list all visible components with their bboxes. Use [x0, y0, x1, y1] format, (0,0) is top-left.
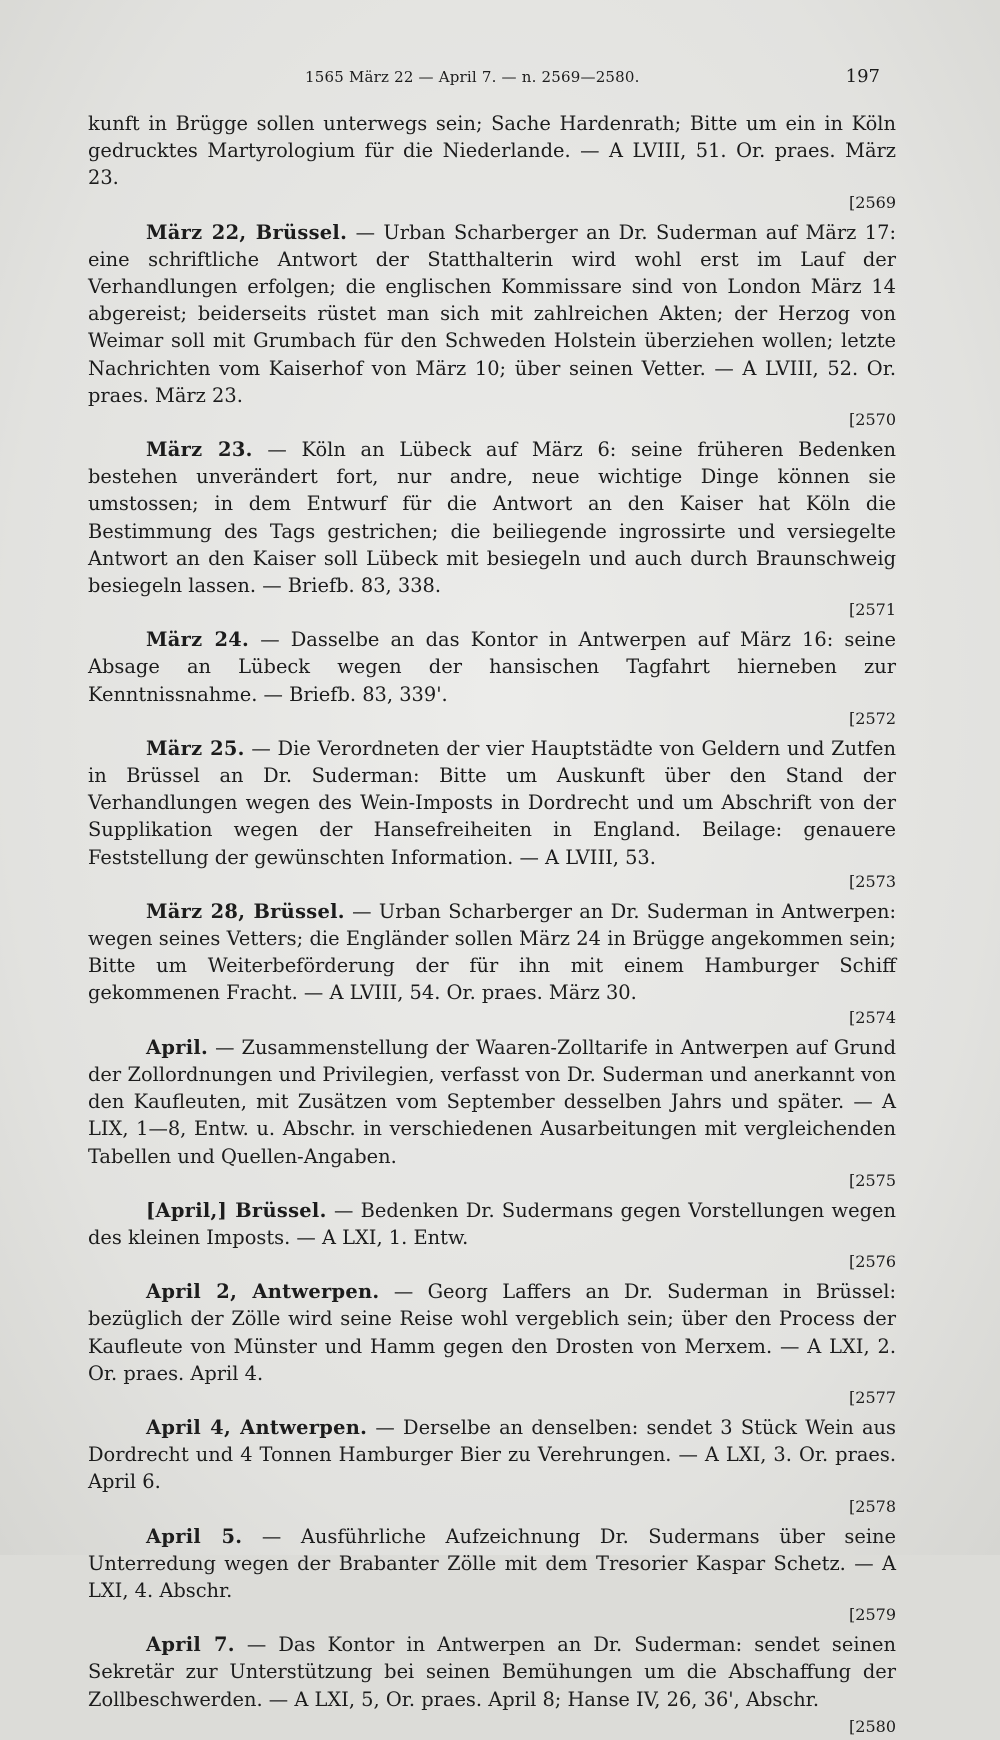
entry-paragraph [88, 436, 896, 599]
entry-number: [2569 [849, 192, 896, 212]
entry-2573 [88, 735, 896, 893]
page-body [88, 110, 896, 1740]
entry-2580 [88, 1631, 896, 1736]
entry-2577 [88, 1278, 896, 1409]
entry-text: — Das Kontor in Antwerpen an Dr. Suderman: sendet seinen Sekretär zur Unterstützung bei seinen Bemühungen um die Abschaffung der Zollbeschwerden. — A LXI, 5, Or. praes. April 8; Hanse IV, 26, 36', Abschr. [88, 1633, 896, 1711]
entry-text: — Georg Laffers an Dr. Suderman in Brüssel: bezüglich der Zölle wird seine Reise wohl vergeblich sein; über den Process der Kaufleute von Münster und Hamm gegen den Drosten von Merxem. — A LXI, 2. Or. praes. April 4. [88, 1280, 896, 1385]
entry-paragraph [88, 219, 896, 409]
entry-2576 [88, 1197, 896, 1273]
entry-paragraph [88, 110, 896, 192]
entry-number: [2577 [849, 1387, 896, 1407]
entry-2572 [88, 626, 896, 730]
entry-text: — Bedenken Dr. Sudermans gegen Vorstellungen wegen des kleinen Imposts. — A LXI, 1. Entw. [88, 1198, 896, 1249]
entry-number: [2575 [849, 1170, 896, 1190]
entry-text: — Die Verordneten der vier Hauptstädte von Geldern und Zutfen in Brüssel an Dr. Suderman: Bitte um Auskunft über den Stand der Verhandlungen wegen des Wein-Imposts in Dordrecht und um Abschrift von der Supplikation wegen der Hansefreiheiten in England. Beilage: genauere Feststellung der gewünschten Information. — A LVIII, 53. [88, 736, 896, 869]
page-number: 197 [845, 66, 880, 87]
entry-text: kunft in Brügge sollen unterwegs sein; Sache Hardenrath; Bitte um ein in Köln gedrucktes Martyrologium für die Niederlande. — A LVIII, 51. Or. praes. März 23. [88, 112, 896, 190]
entry-paragraph [88, 1278, 896, 1387]
entry-date: März 23. [146, 438, 253, 462]
entry-number: [2570 [849, 410, 896, 430]
entry-number: [2580 [849, 1716, 896, 1736]
entry-date: April 2, Antwerpen. [146, 1280, 380, 1304]
entry-paragraph [88, 898, 896, 1007]
page-header [150, 66, 880, 92]
entry-date: April. [146, 1035, 209, 1059]
entry-paragraph [88, 1631, 896, 1736]
entry-number: [2572 [849, 708, 896, 728]
entry-2570 [88, 219, 896, 431]
entry-number: [2579 [849, 1605, 896, 1625]
entry-number: [2574 [849, 1007, 896, 1027]
entry-date: April 4, Antwerpen. [146, 1415, 368, 1439]
entry-date: März 22, Brüssel. [146, 220, 348, 244]
entry-date: März 28, Brüssel. [146, 899, 345, 923]
running-title: 1565 März 22 — April 7. — n. 2569—2580. [305, 68, 640, 86]
entry-2575 [88, 1034, 896, 1192]
entry-paragraph [88, 1197, 896, 1251]
entry-text: — Köln an Lübeck auf März 6: seine früheren Bedenken bestehen unverändert fort, nur andre, neue wichtige Dinge können sie umstossen; in dem Entwurf für die Antwort an den Kaiser hat Köln die Bestimmung des Tags gestrichen; die beiliegende ingrossirte und versiegelte Antwort an den Kaiser soll Lübeck mit besiegeln und auch durch Braunschweig besiegeln lassen. — Briefb. 83, 338. [88, 438, 896, 598]
entry-text: — Dasselbe an das Kontor in Antwerpen auf März 16: seine Absage an Lübeck wegen der hansischen Tagfahrt hierneben zur Kenntnissnahme. — Briefb. 83, 339'. [88, 628, 896, 706]
entry-text: — Ausführliche Aufzeichnung Dr. Sudermans über seine Unterredung wegen der Brabanter Zölle mit dem Tresorier Kaspar Schetz. — A LXI, 4. Abschr. [88, 1524, 896, 1602]
entry-number: [2576 [849, 1252, 896, 1272]
entry-number: [2578 [849, 1496, 896, 1516]
entry-text: — Urban Scharberger an Dr. Suderman auf März 17: eine schriftliche Antwort der Statthalterin wird wohl erst im Lauf der Verhandlungen erfolgen; die englischen Kommissare sind von London März 14 abgereist; beiderseits rüstet man sich mit zahlreichen Akten; der Herzog von Weimar soll mit Grumbach für den Schweden Holstein überziehen wollen; letzte Nachrichten vom Kaiserhof von März 10; über seinen Vetter. — A LVIII, 52. Or. praes. März 23. [88, 220, 896, 407]
entry-paragraph [88, 626, 896, 708]
entry-date: April 5. [146, 1524, 243, 1548]
entry-2571 [88, 436, 896, 621]
entry-text: — Zusammenstellung der Waaren-Zolltarife in Antwerpen auf Grund der Zollordnungen und Privilegien, verfasst von Dr. Suderman und anerkannt von den Kaufleuten, mit Zusätzen vom September desselben Jahrs und später. — A LIX, 1—8, Entw. u. Abschr. in verschiedenen Ausarbeitungen mit vergleichenden Tabellen und Quellen-Angaben. [88, 1035, 896, 1168]
entry-2569 [88, 110, 896, 214]
entry-text: — Derselbe an denselben: sendet 3 Stück Wein aus Dordrecht und 4 Tonnen Hamburger Bier zu Verehrungen. — A LXI, 3. Or. praes. April 6. [88, 1415, 896, 1494]
entry-paragraph [88, 735, 896, 871]
entry-paragraph [88, 1414, 896, 1496]
entry-2578 [88, 1414, 896, 1518]
entry-2579 [88, 1523, 896, 1627]
entry-date: April 7. [146, 1633, 235, 1657]
entry-date: März 24. [146, 628, 250, 652]
entry-2574 [88, 898, 896, 1029]
entry-paragraph [88, 1034, 896, 1170]
entry-number: [2573 [849, 871, 896, 891]
entry-text: — Urban Scharberger an Dr. Suderman in Antwerpen: wegen seines Vetters; die Engländer sollen März 24 in Brügge angekommen sein; Bitte um Weiterbeförderung der für ihn mit einem Hamburger Schiff gekommenen Fracht. — A LVIII, 54. Or. praes. März 30. [88, 899, 896, 1005]
entry-date: [April,] Brüssel. [146, 1198, 327, 1222]
entry-number: [2571 [849, 600, 896, 620]
entry-date: März 25. [146, 736, 245, 760]
entry-paragraph [88, 1523, 896, 1605]
